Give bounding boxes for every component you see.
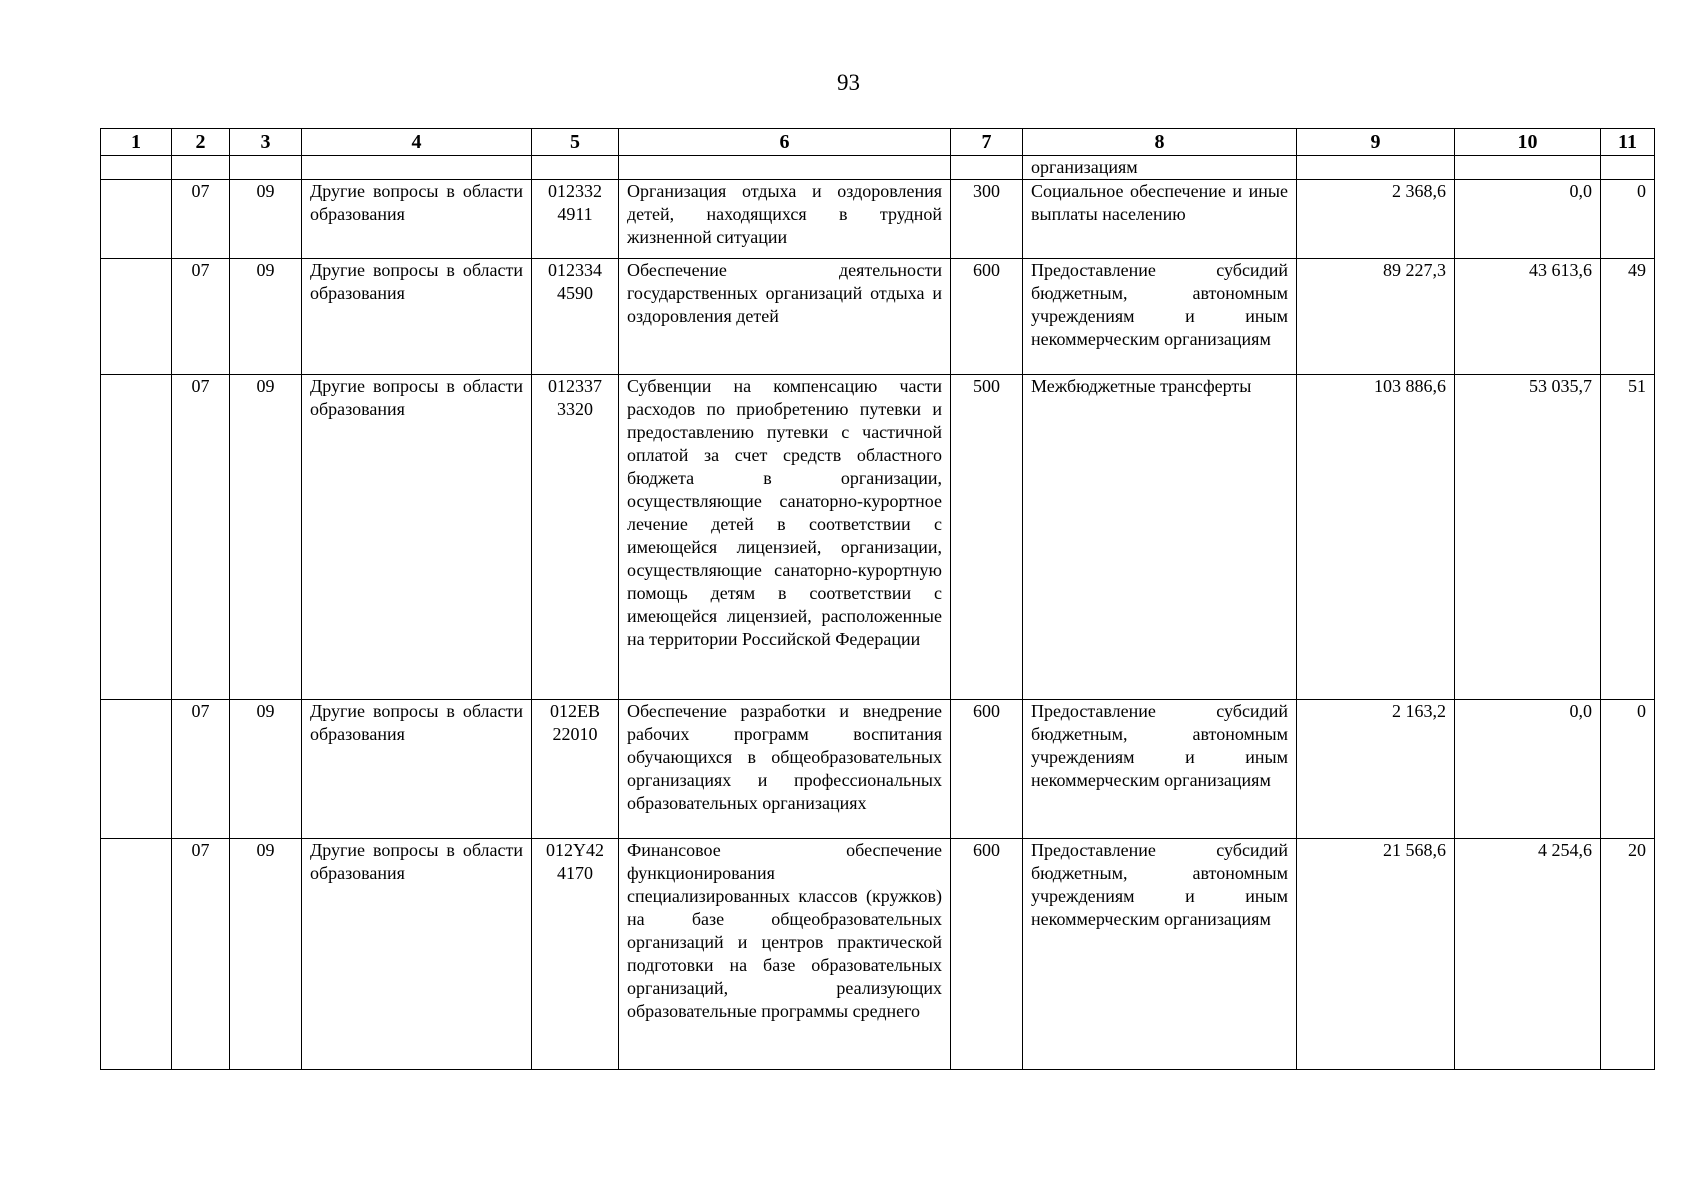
- subsection-code-cell: 09: [230, 259, 302, 375]
- column-header: 10: [1455, 129, 1601, 156]
- target-article-cell: 012ЕВ 22010: [532, 700, 619, 839]
- row-number-cell: [101, 259, 172, 375]
- row-number-cell: [101, 180, 172, 259]
- table-row: [101, 700, 1655, 839]
- executed-cell: 43 613,6: [1455, 259, 1601, 375]
- executed-cell: 53 035,7: [1455, 375, 1601, 700]
- table-cell: [619, 156, 951, 180]
- target-article-cell: 012337 3320: [532, 375, 619, 700]
- column-header: 6: [619, 129, 951, 156]
- column-header: 2: [172, 129, 230, 156]
- expense-type-cell: Предоставление субсидий бюджетным, автономным учреждениям и иным некоммерческим организациям: [1023, 839, 1297, 1070]
- subsection-code-cell: 09: [230, 839, 302, 1070]
- target-article-cell: 012332 4911: [532, 180, 619, 259]
- column-header: 1: [101, 129, 172, 156]
- percent-cell: 20: [1601, 839, 1655, 1070]
- expense-type-code-cell: 600: [951, 700, 1023, 839]
- expense-type-cell: Предоставление субсидий бюджетным, автономным учреждениям и иным некоммерческим организациям: [1023, 700, 1297, 839]
- table-cell: [230, 156, 302, 180]
- table-cell: [172, 156, 230, 180]
- expense-type-code-cell: 300: [951, 180, 1023, 259]
- subsection-code-cell: 09: [230, 375, 302, 700]
- expense-type-cell: Межбюджетные трансферты: [1023, 375, 1297, 700]
- section-name-cell: Другие вопросы в области образования: [302, 700, 532, 839]
- column-header: 4: [302, 129, 532, 156]
- percent-cell: 0: [1601, 700, 1655, 839]
- section-code-cell: 07: [172, 259, 230, 375]
- subsection-code-cell: 09: [230, 700, 302, 839]
- row-number-cell: [101, 839, 172, 1070]
- section-name-cell: Другие вопросы в области образования: [302, 375, 532, 700]
- budget-table: [100, 128, 1655, 1070]
- executed-cell: 4 254,6: [1455, 839, 1601, 1070]
- table-cell: [101, 156, 172, 180]
- amount-cell: 2 368,6: [1297, 180, 1455, 259]
- expense-type-cell: Социальное обеспечение и иные выплаты населению: [1023, 180, 1297, 259]
- section-code-cell: 07: [172, 839, 230, 1070]
- column-header: 9: [1297, 129, 1455, 156]
- target-article-name-cell: Субвенции на компенсацию части расходов по приобретению путевки и предоставлению путевки с частичной оплатой за счет средств областного бюджета в организации, осуществляющие санаторно-курортное лечение детей в соответствии с имеющейся лицензией, организации, осуществляющие санаторно-курортную помощь детям в соответствии с имеющейся лицензией, расположенные на территории Российской Федерации: [619, 375, 951, 700]
- amount-cell: 21 568,6: [1297, 839, 1455, 1070]
- target-article-name-cell: Финансовое обеспечение функционирования специализированных классов (кружков) на базе общеобразовательных организаций и центров практической подготовки на базе образовательных организаций, реализующих образовательные программы среднего: [619, 839, 951, 1070]
- table-cell: [1601, 156, 1655, 180]
- amount-cell: 2 163,2: [1297, 700, 1455, 839]
- expense-type-code-cell: 500: [951, 375, 1023, 700]
- table-row: [101, 259, 1655, 375]
- column-header: 11: [1601, 129, 1655, 156]
- expense-type-cell: Предоставление субсидий бюджетным, автономным учреждениям и иным некоммерческим организациям: [1023, 259, 1297, 375]
- percent-cell: 0: [1601, 180, 1655, 259]
- percent-cell: 51: [1601, 375, 1655, 700]
- target-article-cell: 012Y42 4170: [532, 839, 619, 1070]
- row-number-cell: [101, 375, 172, 700]
- table-cell: [532, 156, 619, 180]
- executed-cell: 0,0: [1455, 700, 1601, 839]
- table-row: [101, 375, 1655, 700]
- expense-type-cell: организациям: [1023, 156, 1297, 180]
- continuation-row: [101, 156, 1655, 180]
- column-header: 7: [951, 129, 1023, 156]
- section-code-cell: 07: [172, 700, 230, 839]
- section-name-cell: Другие вопросы в области образования: [302, 259, 532, 375]
- target-article-name-cell: Организация отдыха и оздоровления детей, находящихся в трудной жизненной ситуации: [619, 180, 951, 259]
- table-cell: [1455, 156, 1601, 180]
- target-article-name-cell: Обеспечение деятельности государственных организаций отдыха и оздоровления детей: [619, 259, 951, 375]
- percent-cell: 49: [1601, 259, 1655, 375]
- table-row: [101, 180, 1655, 259]
- column-header: 3: [230, 129, 302, 156]
- table-cell: [951, 156, 1023, 180]
- executed-cell: 0,0: [1455, 180, 1601, 259]
- table-cell: [1297, 156, 1455, 180]
- section-name-cell: Другие вопросы в области образования: [302, 180, 532, 259]
- amount-cell: 103 886,6: [1297, 375, 1455, 700]
- row-number-cell: [101, 700, 172, 839]
- target-article-cell: 012334 4590: [532, 259, 619, 375]
- target-article-name-cell: Обеспечение разработки и внедрение рабочих программ воспитания обучающихся в общеобразовательных организациях и профессиональных образовательных организациях: [619, 700, 951, 839]
- expense-type-code-cell: 600: [951, 259, 1023, 375]
- amount-cell: 89 227,3: [1297, 259, 1455, 375]
- table-cell: [302, 156, 532, 180]
- table-header-row: [101, 129, 1655, 156]
- page-number: 93: [837, 70, 860, 95]
- section-code-cell: 07: [172, 375, 230, 700]
- column-header: 5: [532, 129, 619, 156]
- column-header: 8: [1023, 129, 1297, 156]
- expense-type-code-cell: 600: [951, 839, 1023, 1070]
- section-name-cell: Другие вопросы в области образования: [302, 839, 532, 1070]
- section-code-cell: 07: [172, 180, 230, 259]
- subsection-code-cell: 09: [230, 180, 302, 259]
- table-row: [101, 839, 1655, 1070]
